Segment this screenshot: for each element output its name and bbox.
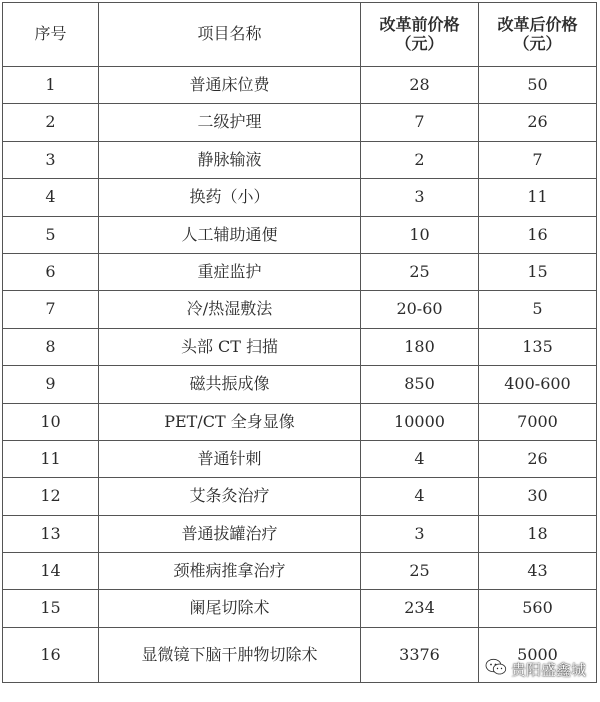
row-no: 10 [3,403,99,440]
row-no: 12 [3,478,99,515]
row-no: 16 [3,627,99,682]
row-name: 二级护理 [99,104,361,141]
table-row [3,67,597,104]
row-before-price: 2 [361,141,479,178]
row-before-price: 10000 [361,403,479,440]
table-row [3,366,597,403]
row-before-price: 20-60 [361,291,479,328]
header-before-price [361,3,479,67]
row-after-price: 400-600 [479,366,597,403]
row-no: 13 [3,515,99,552]
row-name: 阑尾切除术 [99,590,361,627]
row-no: 2 [3,104,99,141]
table-row [3,403,597,440]
row-after-price: 7000 [479,403,597,440]
row-name: 静脉输液 [99,141,361,178]
table-row [3,253,597,290]
row-name: 换药（小） [99,179,361,216]
header-after-price [479,3,597,67]
row-no: 6 [3,253,99,290]
row-after-price: 15 [479,253,597,290]
table-row [3,216,597,253]
header-row [3,3,597,67]
row-no: 7 [3,291,99,328]
table-row [3,478,597,515]
row-no: 15 [3,590,99,627]
row-before-price: 180 [361,328,479,365]
row-no: 5 [3,216,99,253]
table-row [3,291,597,328]
row-after-price: 16 [479,216,597,253]
row-no: 8 [3,328,99,365]
row-after-price: 5 [479,291,597,328]
row-no: 1 [3,67,99,104]
header-after-label: 改革后价格 [497,15,578,35]
row-name: 颈椎病推拿治疗 [99,553,361,590]
row-after-price: 30 [479,478,597,515]
row-no: 4 [3,179,99,216]
row-name: 磁共振成像 [99,366,361,403]
row-name: 重症监护 [99,253,361,290]
table-row [3,553,597,590]
table-row [3,590,597,627]
row-before-price: 3 [361,515,479,552]
row-no: 3 [3,141,99,178]
table-row [3,179,597,216]
row-after-price: 26 [479,104,597,141]
row-after-price: 50 [479,67,597,104]
table-row [3,515,597,552]
row-after-price: 43 [479,553,597,590]
row-after-price: 135 [479,328,597,365]
row-before-price: 850 [361,366,479,403]
row-name: 人工辅助通便 [99,216,361,253]
row-after-price: 11 [479,179,597,216]
row-name: 冷/热湿敷法 [99,291,361,328]
row-after-price: 18 [479,515,597,552]
table-row [3,104,597,141]
table-body [3,67,597,683]
row-before-price: 234 [361,590,479,627]
row-before-price: 4 [361,478,479,515]
wechat-icon [485,658,507,680]
row-no: 11 [3,440,99,477]
table-row [3,440,597,477]
row-name: 艾条灸治疗 [99,478,361,515]
row-before-price: 3376 [361,627,479,682]
header-name: 项目名称 [99,3,361,67]
row-before-price: 7 [361,104,479,141]
row-name: PET/CT 全身显像 [99,403,361,440]
row-before-price: 25 [361,553,479,590]
row-before-price: 25 [361,253,479,290]
row-name: 显微镜下脑干肿物切除术 [99,627,361,682]
row-before-price: 4 [361,440,479,477]
watermark [485,658,586,680]
row-name: 普通床位费 [99,67,361,104]
table-row [3,141,597,178]
header-no: 序号 [3,3,99,67]
header-before-label: 改革前价格 [379,15,460,35]
row-before-price: 28 [361,67,479,104]
row-no: 14 [3,553,99,590]
row-after-price: 5000 [479,627,597,682]
row-name: 头部 CT 扫描 [99,328,361,365]
row-after-price: 560 [479,590,597,627]
row-name: 普通拔罐治疗 [99,515,361,552]
watermark-text: 贵阳盛鑫城 [510,660,586,679]
header-after-unit: （元） [513,33,562,53]
row-no: 9 [3,366,99,403]
row-before-price: 3 [361,179,479,216]
row-before-price: 10 [361,216,479,253]
header-before-unit: （元） [395,33,444,53]
row-after-price: 26 [479,440,597,477]
row-name: 普通针刺 [99,440,361,477]
row-after-price: 7 [479,141,597,178]
price-comparison-table [2,2,597,683]
table-row [3,328,597,365]
